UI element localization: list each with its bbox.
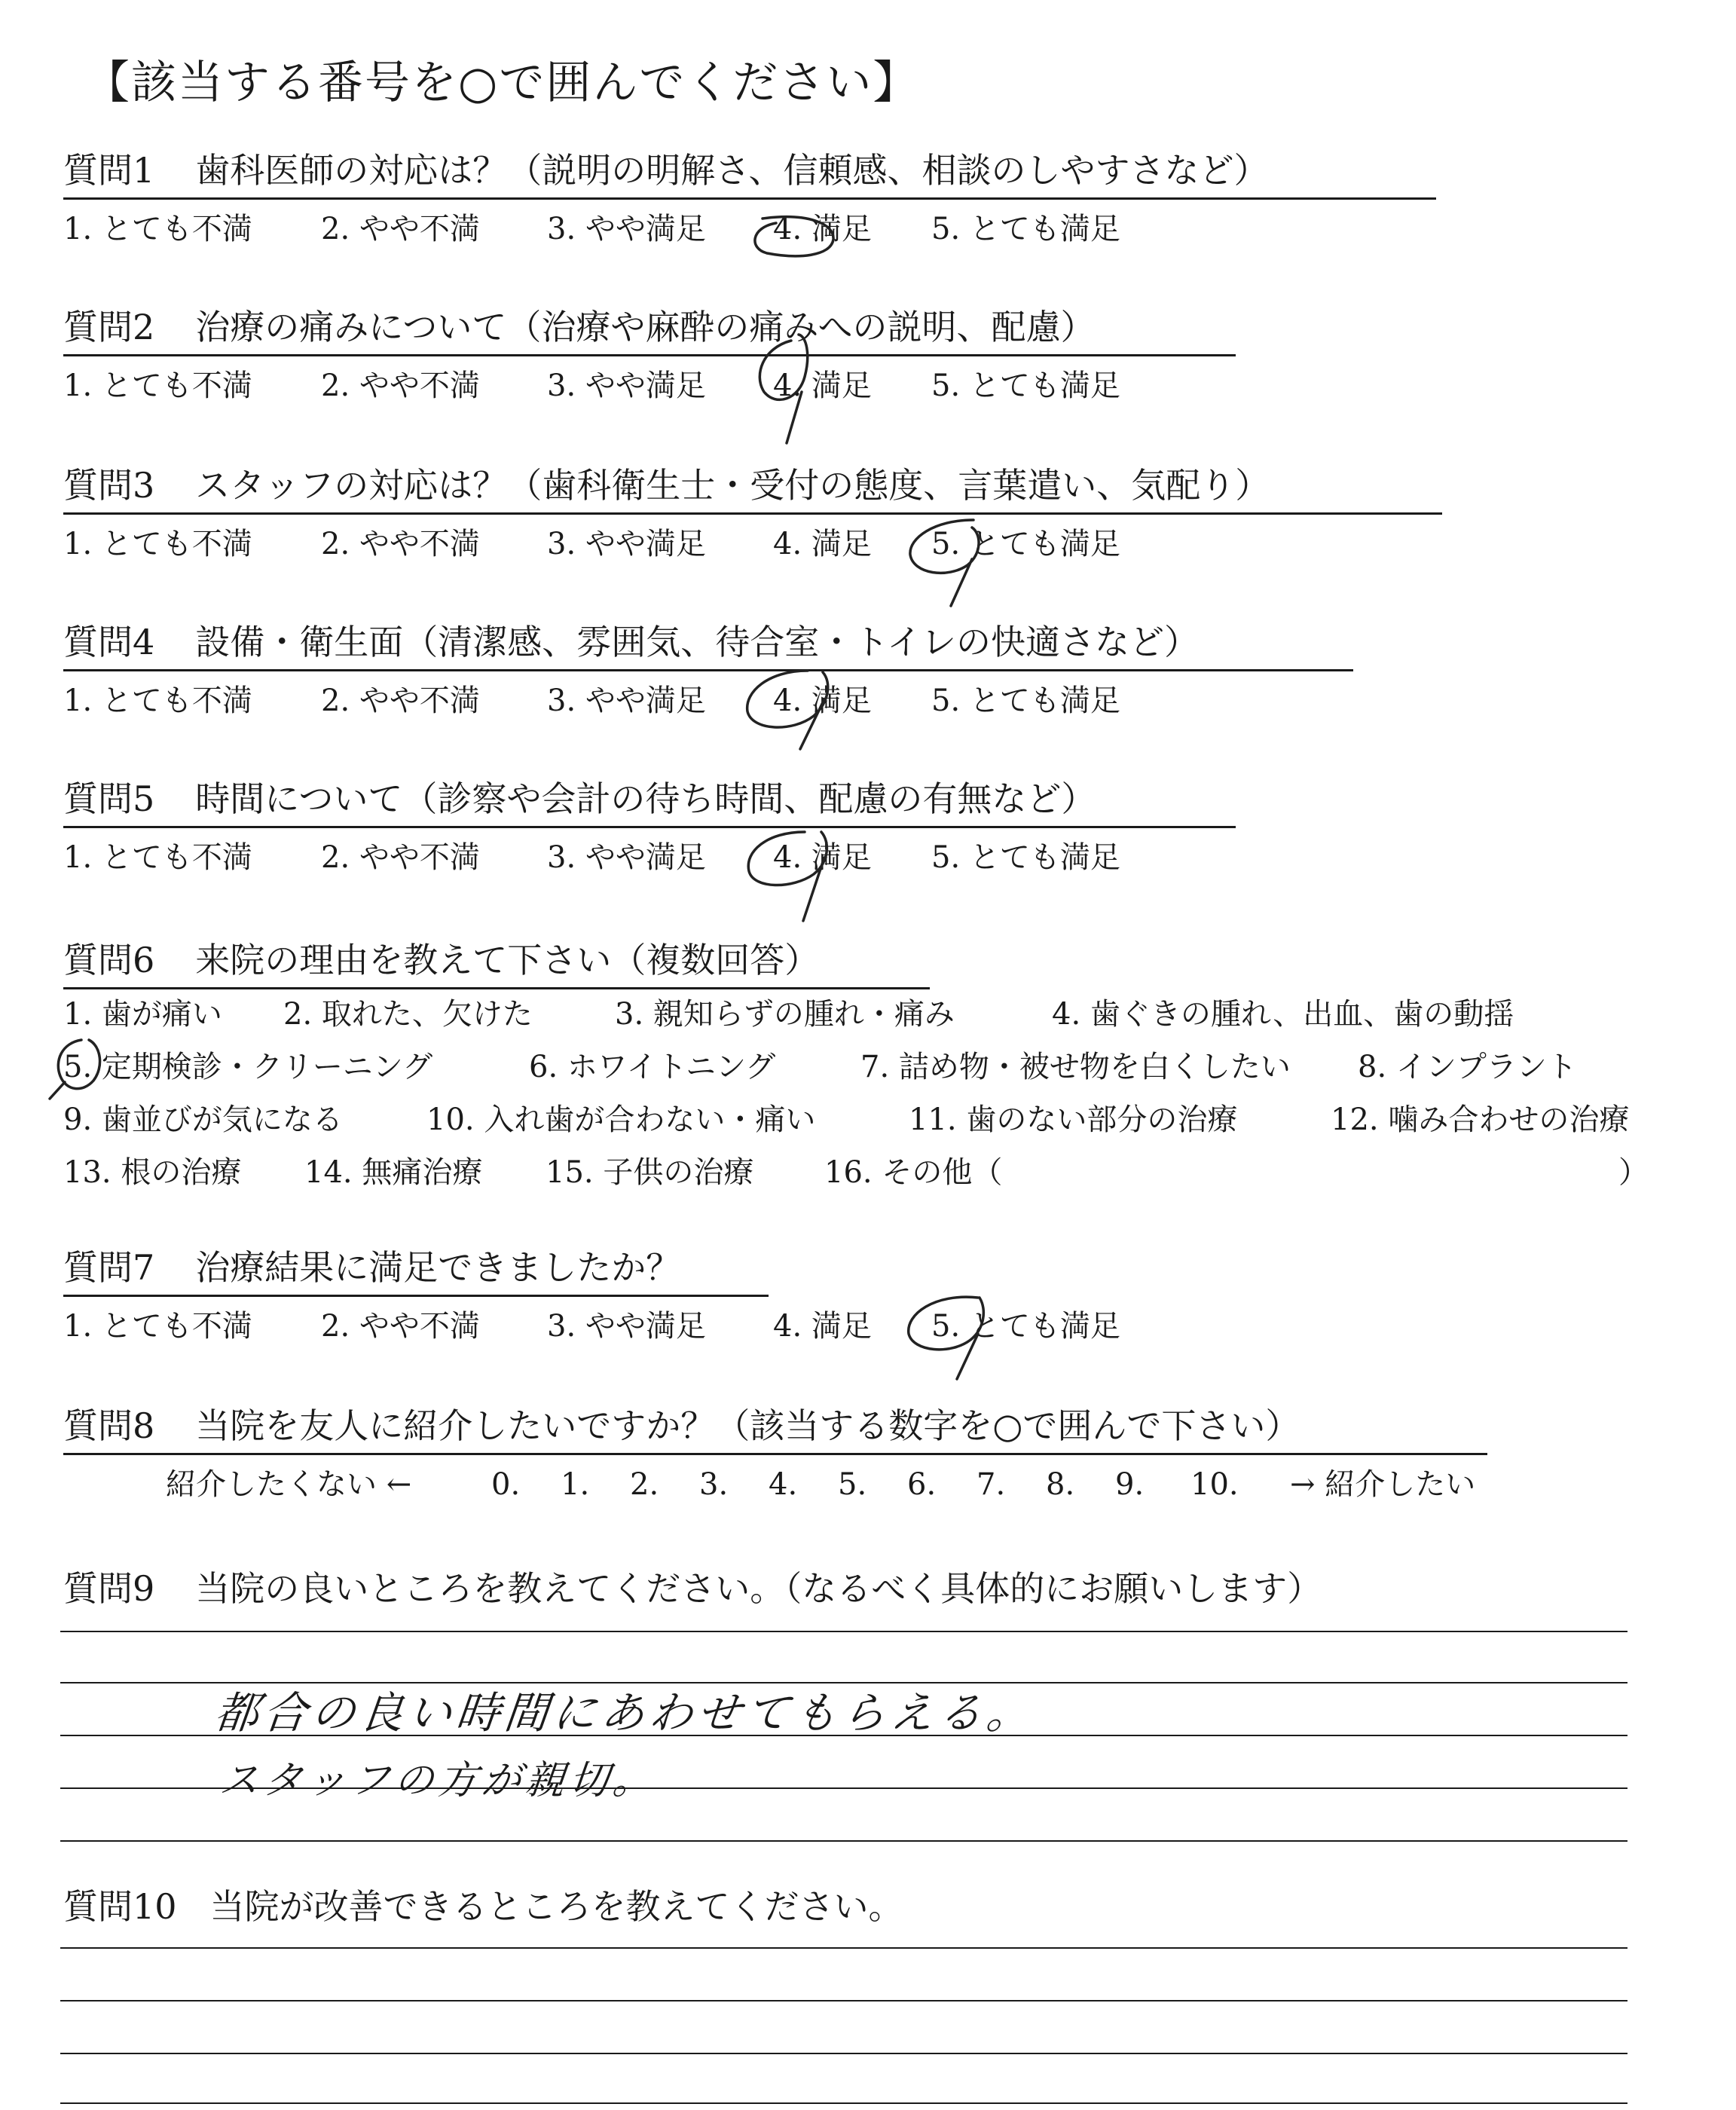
question-underline bbox=[63, 1295, 769, 1297]
question-text: 来院の理由を教えて下さい（複数回答） bbox=[195, 940, 820, 980]
question-number: 質問8 bbox=[63, 1405, 155, 1446]
question-underline bbox=[63, 987, 930, 989]
option-1[interactable]: 1. とても不満 bbox=[63, 527, 252, 561]
question-underline bbox=[63, 826, 1236, 828]
question-number: 質問9 bbox=[63, 1568, 155, 1609]
question-5 bbox=[63, 776, 1096, 821]
question-9 bbox=[63, 1566, 1322, 1611]
scale-3[interactable]: 3. bbox=[699, 1467, 729, 1502]
question-number: 質問2 bbox=[63, 307, 155, 347]
answer-line bbox=[60, 2102, 1628, 2104]
question-text: 当院の良いところを教えてください。（なるべく具体的にお願いします） bbox=[195, 1568, 1322, 1609]
question-text: 治療の痛みについて（治療や麻酔の痛みへの説明、配慮） bbox=[195, 307, 1096, 347]
option-1[interactable]: 1. とても不満 bbox=[63, 840, 252, 875]
reason-9[interactable]: 9. 歯並びが気になる bbox=[63, 1102, 343, 1137]
answer-line bbox=[60, 1947, 1628, 1949]
reason-2[interactable]: 2. 取れた、欠けた bbox=[283, 997, 533, 1032]
scale-left-label: 紹介したくない ← bbox=[166, 1467, 412, 1502]
option-5[interactable]: 5. とても満足 bbox=[931, 527, 1120, 561]
question-text: 設備・衛生面（清潔感、雰囲気、待合室・トイレの快適さなど） bbox=[195, 622, 1199, 662]
option-4[interactable]: 4. 満足 bbox=[773, 683, 872, 718]
q6-row-2 bbox=[63, 1047, 1691, 1087]
option-4[interactable]: 4. 満足 bbox=[773, 368, 872, 403]
option-4[interactable]: 4. 満足 bbox=[773, 1309, 872, 1344]
reason-3[interactable]: 3. 親知らずの腫れ・痛み bbox=[615, 997, 955, 1032]
question-text: 歯科医師の対応は？（説明の明解さ、信頼感、相談のしやすさなど） bbox=[195, 150, 1269, 191]
question-2 bbox=[63, 304, 1095, 350]
option-5[interactable]: 5. とても満足 bbox=[931, 840, 1120, 875]
scale-9[interactable]: 9. bbox=[1115, 1467, 1145, 1502]
answer-line bbox=[60, 1631, 1628, 1632]
q8-scale bbox=[166, 1465, 1522, 1504]
option-3[interactable]: 3. やや満足 bbox=[547, 527, 706, 561]
question-number: 質問3 bbox=[63, 465, 155, 506]
option-5[interactable]: 5. とても満足 bbox=[931, 1309, 1120, 1344]
option-3[interactable]: 3. やや満足 bbox=[547, 368, 706, 403]
question-text: 治療結果に満足できましたか？ bbox=[195, 1247, 681, 1288]
reason-11[interactable]: 11. 歯のない部分の治療 bbox=[909, 1102, 1238, 1137]
answer-line bbox=[60, 1840, 1628, 1842]
handwritten-answer-line-2: スタッフの方が親切。 bbox=[217, 1758, 659, 1803]
option-3[interactable]: 3. やや満足 bbox=[547, 1309, 706, 1344]
scale-2[interactable]: 2. bbox=[630, 1467, 659, 1502]
scale-1[interactable]: 1. bbox=[561, 1467, 590, 1502]
option-1[interactable]: 1. とても不満 bbox=[63, 368, 252, 403]
reason-10[interactable]: 10. 入れ歯が合わない・痛い bbox=[426, 1102, 816, 1137]
answer-line bbox=[60, 2053, 1628, 2054]
reason-7[interactable]: 7. 詰め物・被せ物を白くしたい bbox=[860, 1050, 1291, 1084]
question-underline bbox=[63, 1453, 1487, 1455]
option-2[interactable]: 2. やや不満 bbox=[321, 1309, 480, 1344]
option-2[interactable]: 2. やや不満 bbox=[321, 840, 480, 875]
option-2[interactable]: 2. やや不満 bbox=[321, 683, 480, 718]
scale-8[interactable]: 8. bbox=[1046, 1467, 1075, 1502]
scale-right-label: → 紹介したい bbox=[1290, 1467, 1476, 1502]
answer-line bbox=[60, 2000, 1628, 2001]
question-number: 質問1 bbox=[63, 150, 155, 191]
reason-1[interactable]: 1. 歯が痛い bbox=[63, 997, 222, 1032]
reason-12[interactable]: 12. 噛み合わせの治療 bbox=[1331, 1102, 1630, 1137]
question-underline bbox=[63, 354, 1236, 356]
option-1[interactable]: 1. とても不満 bbox=[63, 683, 252, 718]
option-4[interactable]: 4. 満足 bbox=[773, 212, 872, 246]
option-5[interactable]: 5. とても満足 bbox=[931, 683, 1120, 718]
question-number: 質問10 bbox=[63, 1886, 177, 1927]
scale-10[interactable]: 10. bbox=[1190, 1467, 1239, 1502]
question-text: 時間について（診察や会計の待ち時間、配慮の有無など） bbox=[195, 778, 1096, 819]
scale-5[interactable]: 5. bbox=[838, 1467, 867, 1502]
question-4 bbox=[63, 619, 1199, 665]
question-3 bbox=[63, 463, 1270, 508]
option-1[interactable]: 1. とても不満 bbox=[63, 1309, 252, 1344]
question-underline bbox=[63, 512, 1442, 515]
handwritten-answer-line-1: 都合の良い時間にあわせてもらえる。 bbox=[212, 1687, 1038, 1738]
scale-7[interactable]: 7. bbox=[976, 1467, 1006, 1502]
option-4[interactable]: 4. 満足 bbox=[773, 527, 872, 561]
question-number: 質問5 bbox=[63, 778, 155, 819]
reason-8[interactable]: 8. インプラント bbox=[1358, 1050, 1577, 1084]
question-10 bbox=[63, 1884, 903, 1929]
option-1[interactable]: 1. とても不満 bbox=[63, 212, 252, 246]
scale-4[interactable]: 4. bbox=[769, 1467, 798, 1502]
option-4[interactable]: 4. 満足 bbox=[773, 840, 872, 875]
option-2[interactable]: 2. やや不満 bbox=[321, 212, 480, 246]
reason-15[interactable]: 15. 子供の治療 bbox=[546, 1155, 754, 1190]
option-5[interactable]: 5. とても満足 bbox=[931, 368, 1120, 403]
question-underline bbox=[63, 197, 1436, 200]
question-text: 当院を友人に紹介したいですか？（該当する数字を○で囲んで下さい） bbox=[195, 1405, 1300, 1446]
reason-13[interactable]: 13. 根の治療 bbox=[63, 1155, 242, 1190]
question-text: スタッフの対応は？（歯科衛生士・受付の態度、言葉遣い、気配り） bbox=[195, 465, 1270, 506]
question-6 bbox=[63, 937, 819, 983]
reason-16[interactable]: 16. その他（ bbox=[824, 1155, 1003, 1190]
reason-6[interactable]: 6. ホワイトニング bbox=[529, 1050, 776, 1084]
option-2[interactable]: 2. やや不満 bbox=[321, 368, 480, 403]
option-3[interactable]: 3. やや満足 bbox=[547, 212, 706, 246]
question-number: 質問6 bbox=[63, 940, 155, 980]
question-8 bbox=[63, 1403, 1300, 1448]
question-text: 当院が改善できるところを教えてください。 bbox=[209, 1886, 903, 1927]
other-close-paren: ） bbox=[1618, 1155, 1649, 1190]
question-underline bbox=[63, 669, 1353, 671]
q6-row-4 bbox=[63, 1153, 1691, 1192]
question-number: 質問7 bbox=[63, 1247, 155, 1288]
question-1 bbox=[63, 148, 1268, 193]
page-title: 【該当する番号を○で囲んでください】 bbox=[84, 57, 920, 109]
reason-4[interactable]: 4. 歯ぐきの腫れ、出血、歯の動揺 bbox=[1052, 997, 1514, 1032]
question-7 bbox=[63, 1245, 680, 1290]
q6-row-3 bbox=[63, 1100, 1691, 1139]
reason-5[interactable]: 5. 定期検診・クリーニング bbox=[63, 1050, 433, 1084]
option-5[interactable]: 5. とても満足 bbox=[931, 212, 1120, 246]
scale-0[interactable]: 0. bbox=[491, 1467, 521, 1502]
scale-6[interactable]: 6. bbox=[907, 1467, 937, 1502]
option-3[interactable]: 3. やや満足 bbox=[547, 683, 706, 718]
question-number: 質問4 bbox=[63, 622, 155, 662]
option-3[interactable]: 3. やや満足 bbox=[547, 840, 706, 875]
q6-row-1 bbox=[63, 995, 1691, 1034]
reason-14[interactable]: 14. 無痛治療 bbox=[304, 1155, 483, 1190]
option-2[interactable]: 2. やや不満 bbox=[321, 527, 480, 561]
